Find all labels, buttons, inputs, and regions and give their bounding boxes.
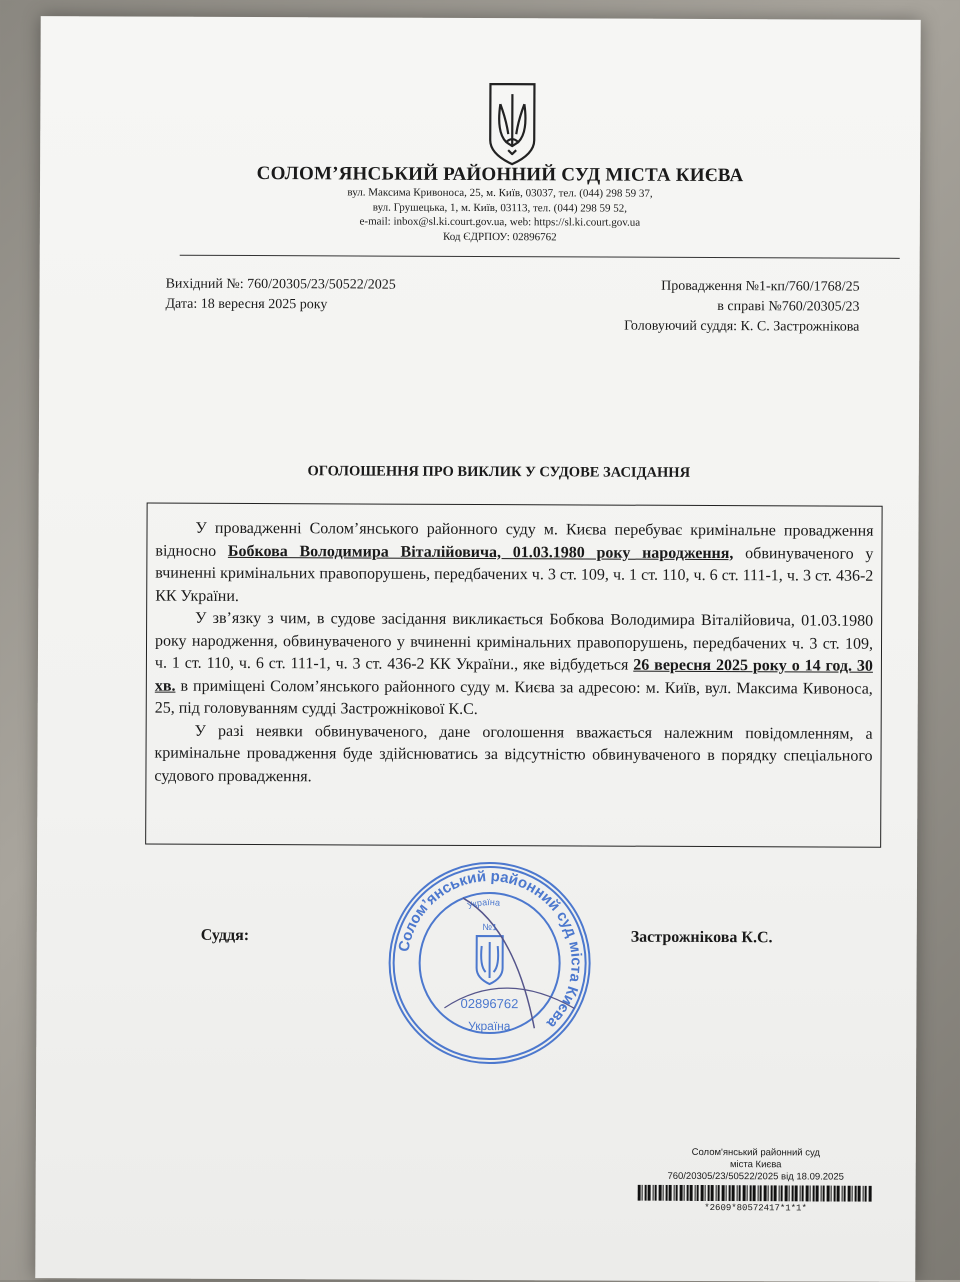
barcode-bar (764, 1185, 767, 1201)
barcode-bar (781, 1185, 783, 1201)
barcode-bar (768, 1185, 769, 1201)
barcode-bar (648, 1185, 651, 1201)
barcode-bar (852, 1186, 853, 1202)
barcode-bar (697, 1185, 699, 1201)
barcode-bar (813, 1185, 815, 1201)
barcode-bar (795, 1185, 798, 1201)
barcode-bar (669, 1185, 672, 1201)
barcode-bar (705, 1185, 706, 1201)
seal-bottom-text: Україна (468, 1018, 511, 1034)
footer-city-line: міста Києва (729, 1159, 782, 1171)
barcode-bar (844, 1186, 846, 1202)
barcode-bar (792, 1185, 794, 1201)
barcode-bar (789, 1185, 790, 1201)
barcode-bar (834, 1186, 836, 1202)
barcode-bar (674, 1185, 675, 1201)
barcode (638, 1185, 874, 1202)
signature-label: Суддя: (200, 926, 250, 945)
barcode-bar (863, 1186, 864, 1202)
barcode-bar (716, 1185, 717, 1201)
defendant-name: Бобкова Володимира Віталійовича, 01.03.1980 року народження, (227, 542, 734, 562)
footer-court-line: Солом'янський районний суд (691, 1146, 821, 1159)
barcode-bar (785, 1185, 788, 1201)
barcode-bar (718, 1185, 720, 1201)
barcode-bar (642, 1185, 643, 1201)
notice-title: ОГОЛОШЕННЯ ПРО ВИКЛИК У СУДОВЕ ЗАСІДАННЯ (307, 463, 691, 481)
barcode-bar (684, 1185, 685, 1201)
barcode-bar (729, 1185, 731, 1201)
seal-outer-text: Солом’янський районний суд міста Києва (395, 867, 585, 1032)
barcode-bar (823, 1186, 825, 1202)
edrpou-line: Код ЄДРПОУ: 02896762 (442, 230, 557, 243)
case-number: в справі №760/20305/23 (717, 299, 860, 315)
barcode-bar (737, 1185, 738, 1201)
outgoing-number: Вихідний №: 760/20305/23/50522/2025 (165, 276, 396, 293)
barcode-bar (708, 1185, 710, 1201)
address-line-2: вул. Грушецька, 1, м. Київ, 03113, тел. (044) 298 59 52, (372, 201, 628, 215)
outgoing-info (165, 275, 395, 316)
barcode-bar (758, 1185, 759, 1201)
barcode-bar (806, 1185, 809, 1201)
registration-footer (636, 1147, 876, 1215)
notice-paragraph-2: У зв’язку з чим, в судове засідання викликається Бобкова Володимира Віталійовича, 01.03.1980 року народження, обвинуваченого у вчиненні кримінальних правопорушень, передбачених ч. 3 ст. 109, ч. 1 ст. 110, ч. 6 ст. 111-1, ч. 3 ст. 436-2 КК України., яке відбудеться 26 вересня 2025 року о 14 год. 30 хв. в приміщені Солом’янського районного суду м. Києва за адресою: м. Київ, вул. Максима Кивоноса, 25, під головуванням судді Застрожнікової К.С. (154, 609, 874, 718)
barcode-bar (659, 1185, 662, 1201)
court-seal-stamp (384, 858, 595, 1069)
barcode-bar (848, 1186, 851, 1202)
barcode-bar (800, 1185, 801, 1201)
svg-text:Україна (466, 897, 501, 911)
barcode-bar (821, 1186, 822, 1202)
barcode-bar (726, 1185, 727, 1201)
barcode-bar (771, 1185, 773, 1201)
barcode-bar (701, 1185, 704, 1201)
proceeding-number: Провадження №1-кп/760/1768/25 (661, 278, 860, 295)
barcode-bar (732, 1185, 735, 1201)
barcode-bar (687, 1185, 689, 1201)
barcode-bar (831, 1186, 832, 1202)
barcode-bar (695, 1185, 696, 1201)
barcode-bar (865, 1186, 867, 1202)
barcode-bar (711, 1185, 714, 1201)
case-info (624, 277, 860, 338)
footer-reg-line: 760/20305/23/50522/2025 від 18.09.2025 (667, 1170, 844, 1183)
barcode-bar (802, 1185, 804, 1201)
barcode-bar (827, 1186, 830, 1202)
barcode-bar (760, 1185, 762, 1201)
trident-emblem-icon (486, 80, 538, 166)
barcode-bar (653, 1185, 654, 1201)
barcode-bar (816, 1185, 819, 1201)
barcode-bar (810, 1185, 811, 1201)
barcode-bar (676, 1185, 678, 1201)
judge-signature-name: Застрожнікова К.С. (630, 928, 773, 947)
barcode-bar (680, 1185, 683, 1201)
document-page (35, 16, 920, 1282)
barcode-bar (774, 1185, 777, 1201)
barcode-bar (722, 1185, 725, 1201)
barcode-bar (858, 1186, 861, 1202)
barcode-bar (743, 1185, 746, 1201)
barcode-bar (753, 1185, 756, 1201)
barcode-bar (739, 1185, 741, 1201)
barcode-bar (842, 1186, 843, 1202)
barcode-bar (666, 1185, 668, 1201)
presiding-judge: Головуючий суддя: К. С. Застрожнікова (624, 318, 860, 335)
barcode-text: *2609*80572417*1*1* (704, 1202, 807, 1214)
barcode-bar (645, 1185, 647, 1201)
barcode-bar (663, 1185, 664, 1201)
outgoing-date: Дата: 18 вересня 2025 року (165, 296, 328, 313)
header-divider (180, 255, 900, 259)
barcode-bar (638, 1185, 641, 1201)
barcode-bar (855, 1186, 857, 1202)
barcode-bar (690, 1185, 693, 1201)
barcode-bar (779, 1185, 780, 1201)
court-address (40, 184, 920, 246)
notice-body (145, 503, 882, 848)
barcode-bar (747, 1185, 748, 1201)
contacts-line: e-mail: inbox@sl.ki.court.gov.ua, web: https://sl.ki.court.gov.ua (359, 215, 641, 229)
barcode-bar (869, 1186, 872, 1202)
notice-paragraph-1: У провадженні Солом’янського районного суду м. Києва перебуває кримінальне провадження відносно Бобкова Володимира Віталійовича, 01.03.1980 року народження, обвинуваченого у вчиненні кримінальних правопорушень, передбачених ч. 3 ст. 109, ч. 1 ст. 110, ч. 6 ст. 111-1, ч. 3 ст. 436-2 КК України. (155, 519, 874, 605)
barcode-bar (750, 1185, 752, 1201)
court-name: СОЛОМ’ЯНСЬКИЙ РАЙОННИЙ СУД МІСТА КИЄВА (256, 163, 744, 187)
seal-code: 02896762 (460, 995, 519, 1012)
barcode-bar (655, 1185, 657, 1201)
hearing-datetime: 26 вересня 2025 року о 14 год. 30 хв. (154, 656, 873, 695)
seal-top-text: Україна (465, 897, 501, 911)
seal-number: №1 (482, 922, 498, 933)
barcode-bar (837, 1186, 840, 1202)
notice-paragraph-3: У разі неявки обвинуваченого, дане оголошення вважається належним повідомленням, а кримінальне провадження буде здійснюватись за відсутністю обвинуваченого в порядку спеціального судового провадження. (154, 722, 873, 785)
address-line-1: вул. Максима Кривоноса, 25, м. Київ, 03037, тел. (044) 298 59 37, (347, 186, 653, 200)
